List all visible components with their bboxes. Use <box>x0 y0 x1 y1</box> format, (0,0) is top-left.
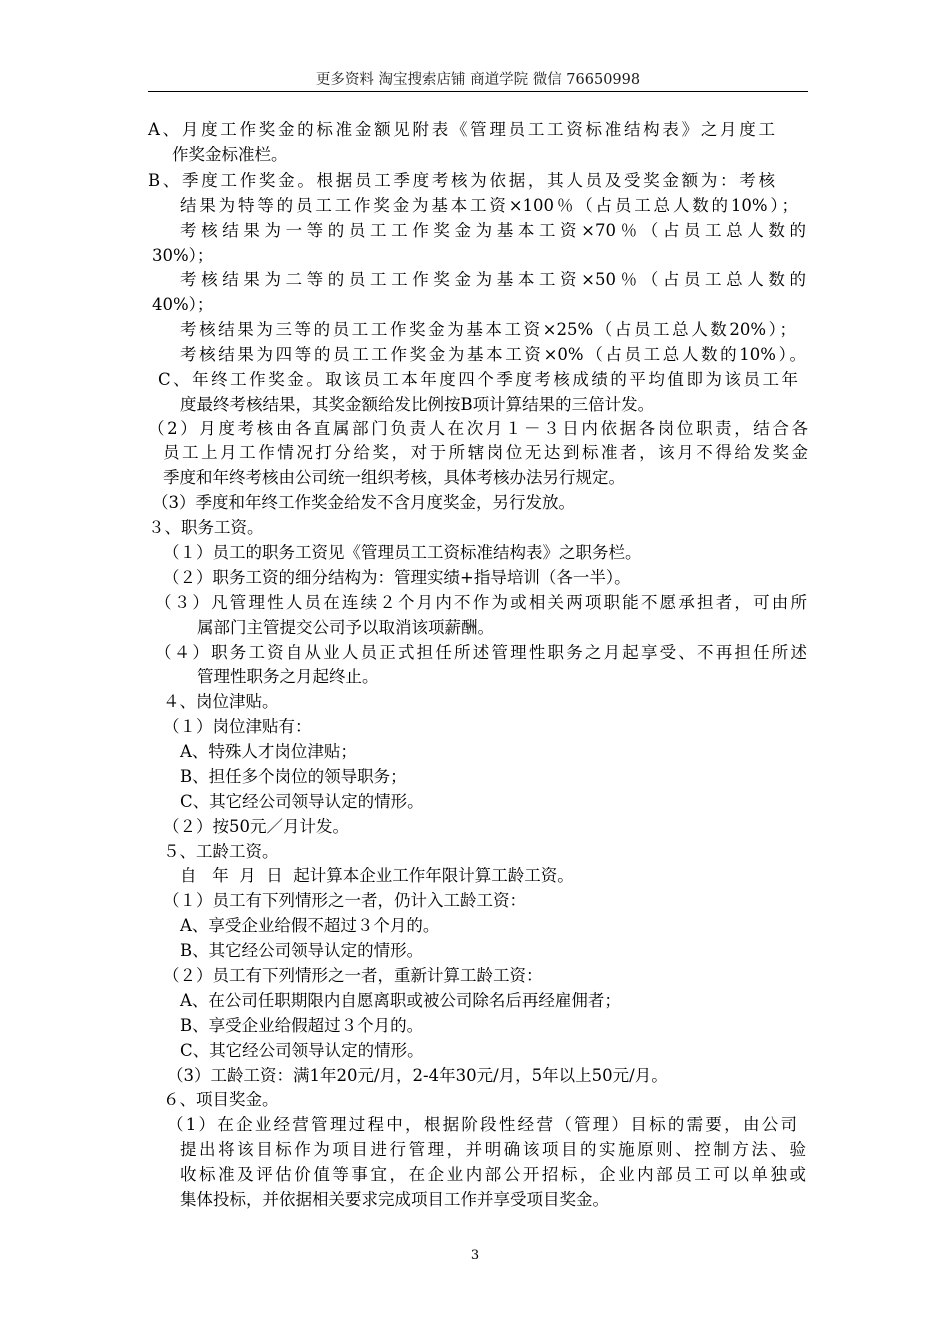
text-line: B、享受企业给假超过３个月的。 <box>180 1016 424 1035</box>
text-line: 提出将该目标作为项目进行管理，并明确该项目的实施原则、控制方法、验 <box>180 1140 806 1159</box>
text-line: C、其它经公司领导认定的情形。 <box>180 1041 424 1060</box>
text-line: 40%）； <box>152 295 214 314</box>
text-line: （２）职务工资的细分结构为：管理实绩+指导培训（各一半）。 <box>163 568 631 587</box>
text-line: 属部门主管提交公司予以取消该项薪酬。 <box>197 618 494 637</box>
text-line: ５、工龄工资。 <box>163 842 279 861</box>
text-line: （２）员工有下列情形之一者，重新计算工龄工资： <box>163 966 543 985</box>
text-line: （３）凡管理性人员在连续２个月内不作为或相关两项职能不愿承担者，可由所 <box>155 593 807 612</box>
text-line: 自 年 月 日 起计算本企业工作年限计算工龄工资。 <box>180 866 574 885</box>
text-line: ３、职务工资。 <box>148 518 264 537</box>
text-line: （3）工龄工资：满1年20元/月，2-4年30元/月，5年以上50元/月。 <box>167 1066 668 1085</box>
page-number: 3 <box>470 1248 480 1263</box>
text-line: A、享受企业给假不超过３个月的。 <box>180 916 440 935</box>
text-line: A、月度工作奖金的标准金额见附表《管理员工工资标准结构表》之月度工 <box>148 120 775 139</box>
text-line: （１）员工的职务工资见《管理员工工资标准结构表》之职务栏。 <box>163 543 642 562</box>
text-line: B、其它经公司领导认定的情形。 <box>180 941 424 960</box>
text-line: 考核结果为一等的员工工作奖金为基本工资×70％（占员工总人数的 <box>180 221 806 240</box>
text-line: 30%）； <box>152 246 214 265</box>
text-line: B、季度工作奖金。根据员工季度考核为依据，其人员及受奖金额为：考核 <box>148 171 775 190</box>
text-line: C、年终工作奖金。取该员工本年度四个季度考核成绩的平均值即为该员工年 <box>158 370 798 389</box>
text-line: （1）在企业经营管理过程中，根据阶段性经营（管理）目标的需要，由公司 <box>167 1115 797 1134</box>
text-line: （２）按50元／月计发。 <box>163 817 349 836</box>
header-rule <box>148 91 808 92</box>
text-line: A、在公司任职期限内自愿离职或被公司除名后再经雇佣者； <box>180 991 621 1010</box>
text-line: （2）月度考核由各直属部门负责人在次月１－３日内依据各岗位职责，结合各 <box>148 419 808 438</box>
text-line: 结果为特等的员工工作奖金为基本工资×100％（占员工总人数的10%）； <box>180 196 798 215</box>
text-line: 员工上月工作情况打分给奖，对于所辖岗位无达到标准者，该月不得给发奖金 <box>163 443 808 462</box>
page-header: 更多资料 淘宝搜索店铺 商道学院 微信 76650998 <box>315 72 641 88</box>
text-line: 收标准及评估价值等事宜，在企业内部公开招标，企业内部员工可以单独或 <box>180 1165 806 1184</box>
text-line: （１）岗位津贴有： <box>163 717 312 736</box>
text-line: （４）职务工资自从业人员正式担任所述管理性职务之月起享受、不再担任所述 <box>155 643 807 662</box>
text-line: （１）员工有下列情形之一者，仍计入工龄工资： <box>163 891 526 910</box>
text-line: 度最终考核结果，其奖金额给发比例按B项计算结果的三倍计发。 <box>180 395 655 414</box>
text-line: A、特殊人才岗位津贴； <box>180 742 357 761</box>
text-line: ４、岗位津贴。 <box>163 692 279 711</box>
text-line: （3）季度和年终工作奖金给发不含月度奖金，另行发放。 <box>152 493 575 512</box>
text-line: C、其它经公司领导认定的情形。 <box>180 792 424 811</box>
text-line: 考核结果为三等的员工工作奖金为基本工资×25%（占员工总人数20%）； <box>180 320 796 339</box>
text-line: ６、项目奖金。 <box>163 1090 279 1109</box>
text-line: 季度和年终考核由公司统一组织考核，具体考核办法另行规定。 <box>163 468 625 487</box>
text-line: 集体投标，并依据相关要求完成项目工作并享受项目奖金。 <box>180 1190 609 1209</box>
text-line: B、担任多个岗位的领导职务； <box>180 767 407 786</box>
text-line: 考核结果为四等的员工工作奖金为基本工资×0%（占员工总人数的10%）。 <box>180 345 806 364</box>
text-line: 作奖金标准栏。 <box>172 145 288 164</box>
text-line: 考核结果为二等的员工工作奖金为基本工资×50％（占员工总人数的 <box>180 270 806 289</box>
text-line: 管理性职务之月起终止。 <box>197 667 379 686</box>
